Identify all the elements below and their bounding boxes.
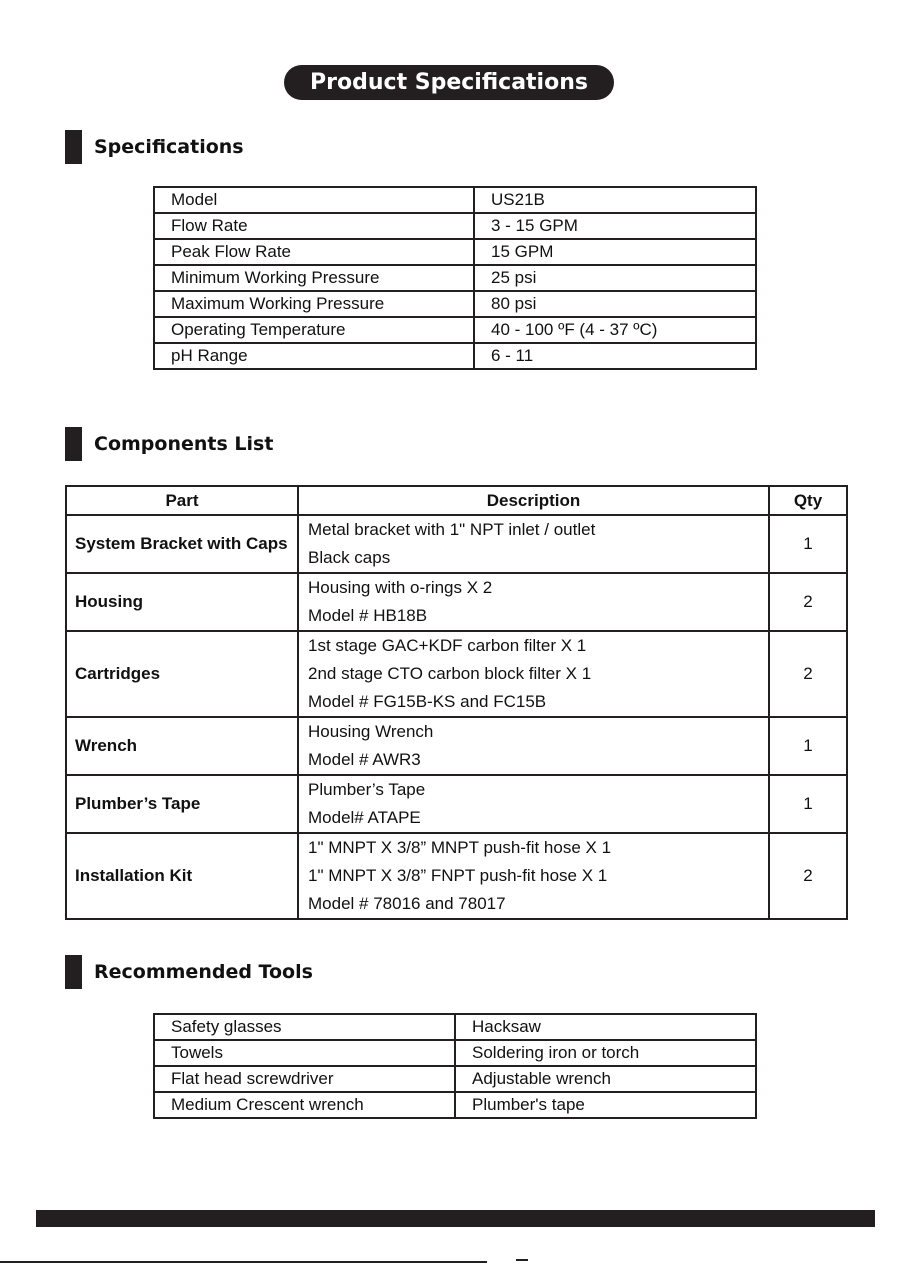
description-line: Housing Wrench [308,722,434,741]
description-line: Housing with o-rings X 2 [308,578,493,597]
component-row [66,573,847,631]
spec-value: 40 - 100 ºF (4 - 37 ºC) [474,317,756,343]
component-description [298,515,769,573]
component-part: Cartridges [66,631,298,717]
description-line: Model # 78016 and 78017 [308,894,506,913]
component-row [66,833,847,919]
spec-label: Flow Rate [154,213,474,239]
component-part: Housing [66,573,298,631]
description-line: 1" MNPT X 3/8” FNPT push-fit hose X 1 [308,866,608,885]
tool-item: Adjustable wrench [455,1066,756,1092]
spec-row [154,343,756,369]
page-mark [516,1259,528,1261]
component-part: System Bracket with Caps [66,515,298,573]
bottom-rule [0,1261,487,1263]
specifications-heading: Specifications [94,136,244,158]
description-line: Black caps [308,548,391,567]
component-row [66,515,847,573]
components-table [65,485,848,920]
component-description [298,631,769,717]
component-description [298,833,769,919]
spec-value: 3 - 15 GPM [474,213,756,239]
component-part: Plumber’s Tape [66,775,298,833]
description-line: Model # HB18B [308,606,428,625]
spec-row [154,213,756,239]
component-description [298,775,769,833]
description-line: Model # AWR3 [308,750,421,769]
tools-table [153,1013,757,1119]
tool-row [154,1092,756,1118]
spec-label: Peak Flow Rate [154,239,474,265]
tool-item: Towels [154,1040,455,1066]
tool-item: Safety glasses [154,1014,455,1040]
spec-value: 6 - 11 [474,343,756,369]
spec-label: Minimum Working Pressure [154,265,474,291]
description-line: Model# ATAPE [308,808,421,827]
section-marker [65,955,82,989]
spec-value: 25 psi [474,265,756,291]
component-qty: 1 [769,717,847,775]
component-row [66,631,847,717]
tool-item: Flat head screwdriver [154,1066,455,1092]
spec-row [154,239,756,265]
spec-label: Model [154,187,474,213]
component-part: Installation Kit [66,833,298,919]
description-line: Model # FG15B-KS and FC15B [308,692,547,711]
components-heading: Components List [94,433,274,455]
component-qty: 2 [769,631,847,717]
part-column-header: Part [66,486,298,515]
component-qty: 1 [769,775,847,833]
description-line: 1st stage GAC+KDF carbon filter X 1 [308,636,587,655]
component-row [66,717,847,775]
spec-row [154,291,756,317]
spec-value: 80 psi [474,291,756,317]
section-marker [65,130,82,164]
spec-row [154,187,756,213]
spec-value: 15 GPM [474,239,756,265]
component-description [298,717,769,775]
section-marker [65,427,82,461]
components-header [65,427,273,461]
component-part: Wrench [66,717,298,775]
spec-label: Operating Temperature [154,317,474,343]
component-qty: 2 [769,833,847,919]
tool-item: Medium Crescent wrench [154,1092,455,1118]
footer-bar [36,1210,875,1227]
component-qty: 2 [769,573,847,631]
component-row [66,775,847,833]
tool-row [154,1014,756,1040]
component-qty: 1 [769,515,847,573]
description-column-header: Description [298,486,769,515]
page-title: Product Specifications [284,65,614,100]
spec-row [154,265,756,291]
tool-item: Plumber's tape [455,1092,756,1118]
tool-row [154,1066,756,1092]
description-line: 1" MNPT X 3/8” MNPT push-fit hose X 1 [308,838,612,857]
components-header-row [66,486,847,515]
qty-column-header: Qty [769,486,847,515]
description-line: 2nd stage CTO carbon block filter X 1 [308,664,592,683]
specifications-table [153,186,757,370]
tools-heading: Recommended Tools [94,961,313,983]
tool-item: Soldering iron or torch [455,1040,756,1066]
specifications-header [65,130,244,164]
tool-item: Hacksaw [455,1014,756,1040]
spec-row [154,317,756,343]
tools-header [65,955,313,989]
spec-label: pH Range [154,343,474,369]
spec-value: US21B [474,187,756,213]
component-description [298,573,769,631]
description-line: Metal bracket with 1" NPT inlet / outlet [308,520,596,539]
description-line: Plumber’s Tape [308,780,426,799]
tool-row [154,1040,756,1066]
spec-label: Maximum Working Pressure [154,291,474,317]
